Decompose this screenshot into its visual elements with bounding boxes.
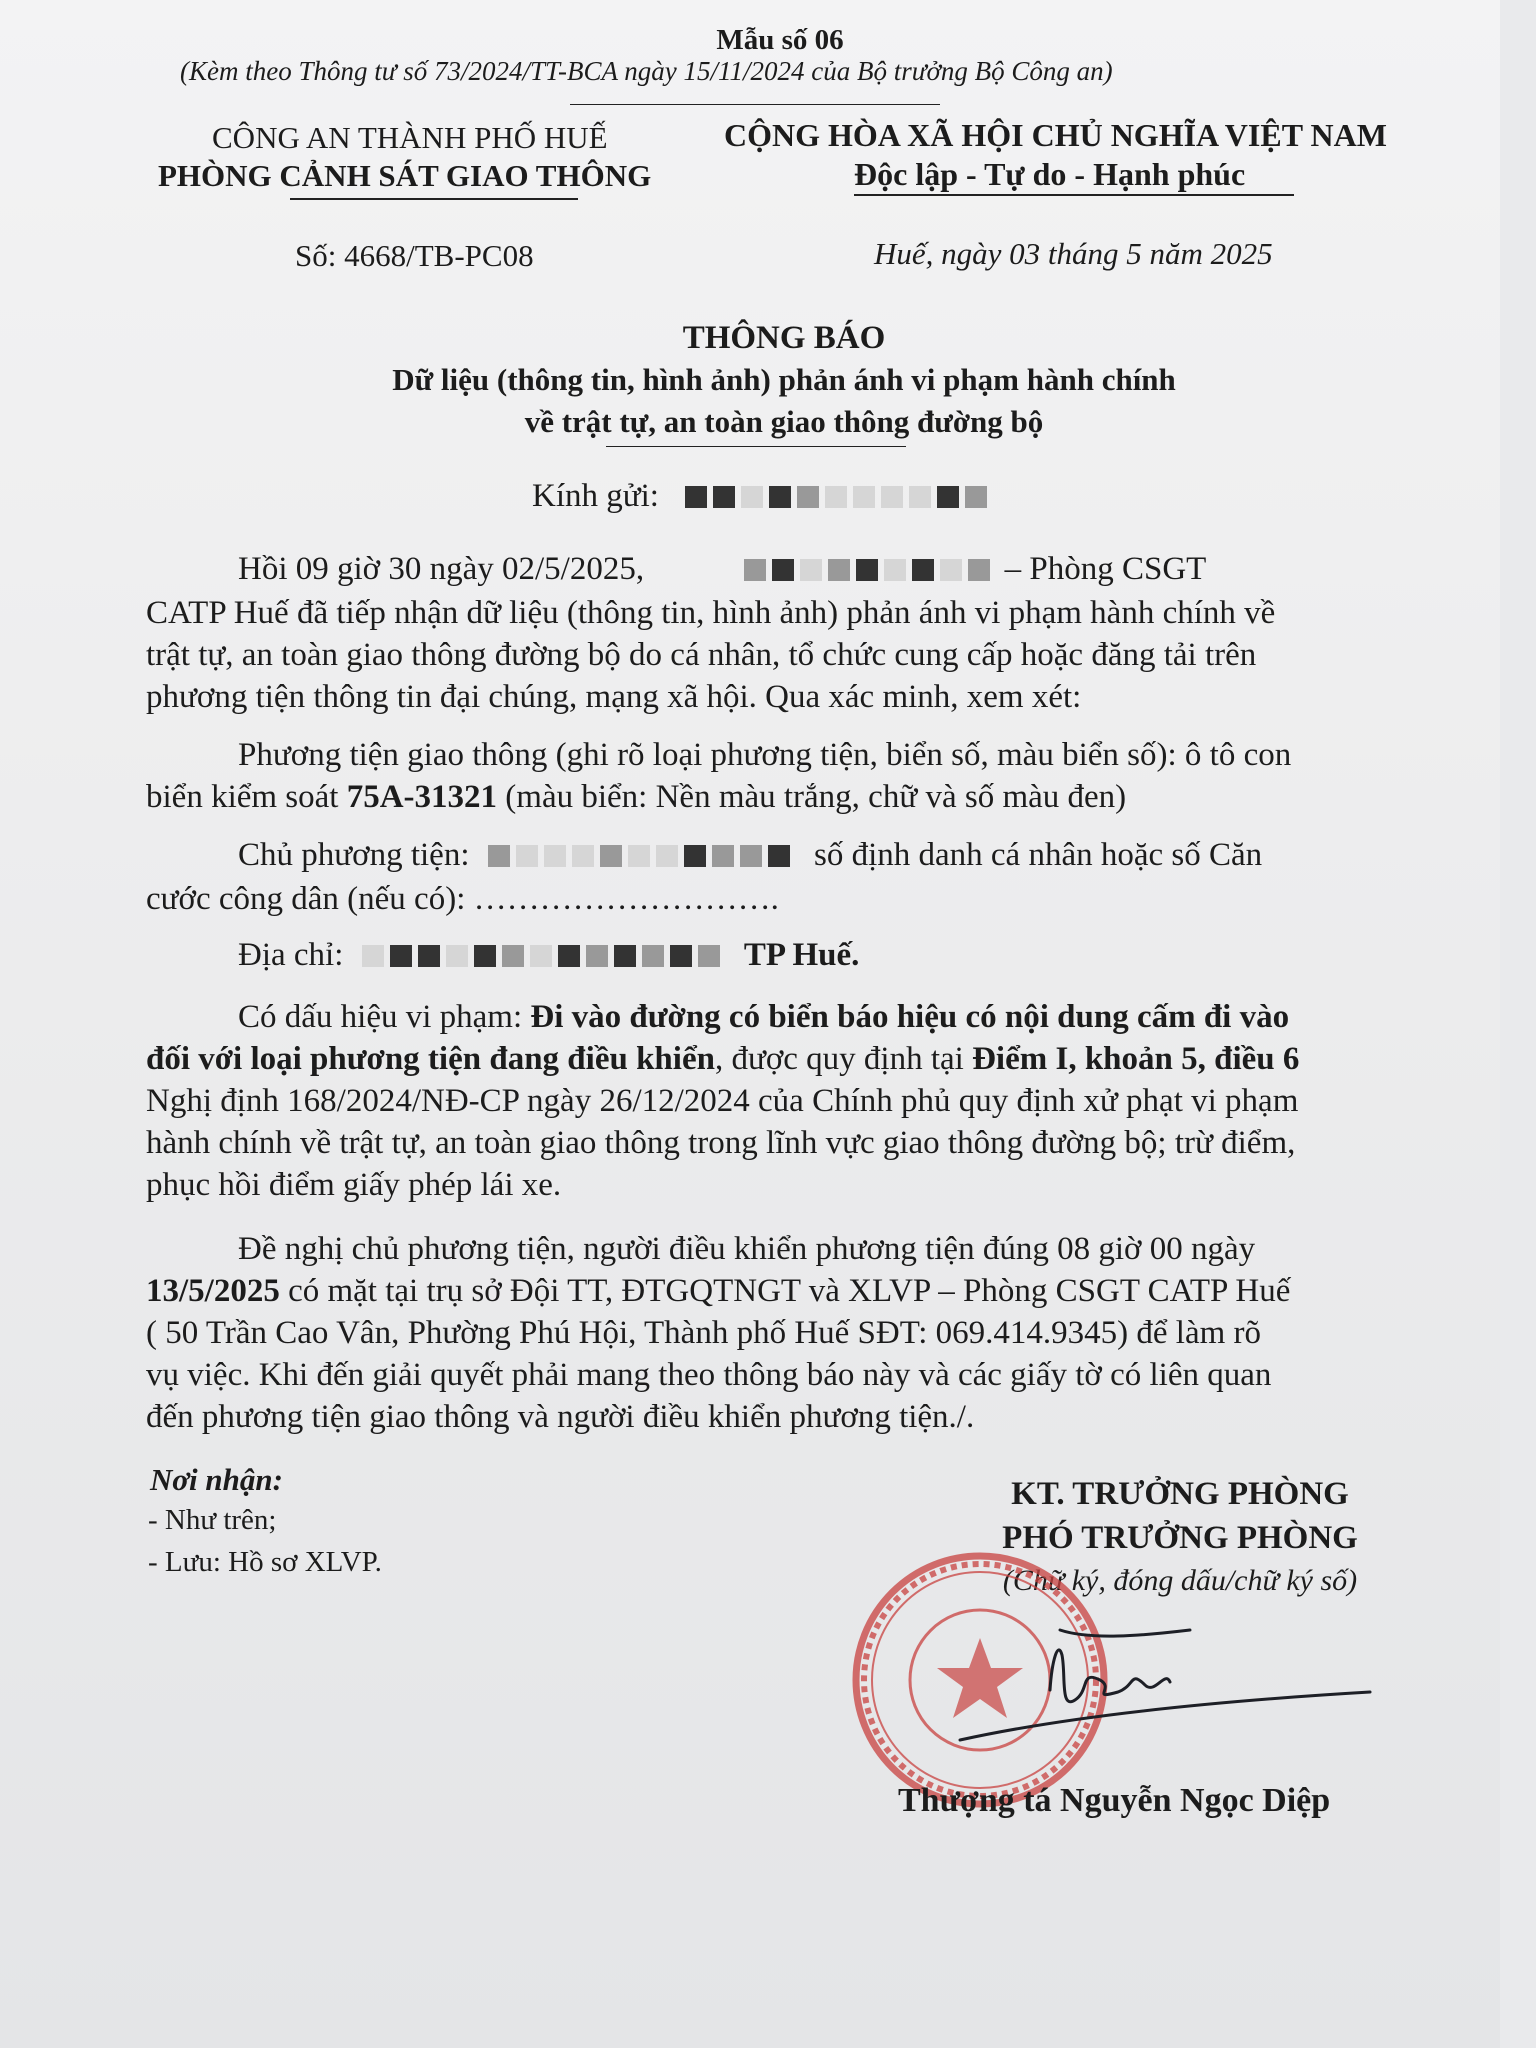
- request-line-3: ( 50 Trần Cao Vân, Phường Phú Hội, Thành phố Huế SĐT: 069.414.9345) để làm rõ: [146, 1315, 1262, 1351]
- license-plate: 75A-31321: [346, 779, 498, 815]
- recipients-heading: Nơi nhận:: [150, 1462, 283, 1497]
- owner-label: Chủ phương tiện:: [238, 837, 470, 873]
- redacted-recipient: [685, 480, 993, 517]
- agency-parent: CÔNG AN THÀNH PHỐ HUẾ: [212, 120, 608, 155]
- receipt-line-4: phương tiện thông tin đại chúng, mạng xã hội. Qua xác minh, xem xét:: [146, 679, 1082, 716]
- plate-color: (màu biển: Nền màu trắng, chữ và số màu đen): [497, 779, 1127, 815]
- violation-line-3: Nghị định 168/2024/NĐ-CP ngày 26/12/2024 của Chính phủ quy định xử phạt vi phạm: [146, 1083, 1299, 1119]
- vehicle-plate-label: biển kiểm soát: [146, 779, 347, 815]
- violation-desc-2: đối với loại phương tiện đang điều khiển: [146, 1041, 715, 1077]
- request-line-5: đến phương tiện giao thông và người điều khiển phương tiện./.: [146, 1399, 975, 1435]
- receipt-end: – Phòng CSGT: [1004, 551, 1207, 587]
- receipt-line-3: trật tự, an toàn giao thông đường bộ do cá nhân, tổ chức cung cấp hoặc đăng tải trên: [146, 637, 1257, 674]
- violation-line-4: hành chính về trật tự, an toàn giao thông trong lĩnh vực giao thông đường bộ; trừ điểm,: [146, 1125, 1296, 1161]
- notice-subtitle-2: về trật tự, an toàn giao thông đường bộ: [524, 404, 1044, 439]
- address-city: TP Huế.: [743, 937, 860, 973]
- address-label: Địa chỉ:: [238, 937, 344, 973]
- paragraph-address: [146, 934, 1442, 978]
- national-motto: Độc lập - Tự do - Hạnh phúc: [854, 156, 1246, 192]
- document-date: Huế, ngày 03 tháng 5 năm 2025: [874, 236, 1273, 271]
- recipients-item-2: - Lưu: Hồ sơ XLVP.: [148, 1546, 382, 1578]
- paragraph-violation: [146, 996, 1442, 1206]
- owner-id-line: cước công dân (nếu có): ……………………….: [146, 881, 779, 918]
- signature-title-1: KT. TRƯỞNG PHÒNG: [1011, 1476, 1349, 1512]
- handwritten-signature: [940, 1600, 1380, 1760]
- redacted-owner: [488, 836, 796, 878]
- paragraph-owner: [146, 834, 1442, 920]
- violation-ref-label: , được quy định tại: [714, 1041, 973, 1077]
- paragraph-vehicle: [146, 734, 1442, 818]
- vehicle-line-1: Phương tiện giao thông (ghi rõ loại phương tiện, biển số, màu biển số): ô tô con: [238, 737, 1292, 773]
- appointment-date: 13/5/2025: [146, 1273, 280, 1309]
- paragraph-request: [146, 1228, 1442, 1438]
- request-line-2: có mặt tại trụ sở Đội TT, ĐTGQTNGT và XLVP – Phòng CSGT CATP Huế: [279, 1273, 1291, 1309]
- signatory-name: Thượng tá Nguyễn Ngọc Diệp: [898, 1782, 1331, 1819]
- form-divider: [570, 104, 940, 105]
- recipients-item-1: - Như trên;: [148, 1504, 277, 1536]
- recipient-line: [532, 478, 993, 517]
- signature-title-2: PHÓ TRƯỞNG PHÒNG: [1002, 1520, 1358, 1556]
- notice-title: THÔNG BÁO: [682, 320, 886, 356]
- agency-name: PHÒNG CẢNH SÁT GIAO THÔNG: [158, 158, 652, 193]
- redacted-unit: [652, 550, 996, 592]
- violation-label: Có dấu hiệu vi phạm:: [238, 999, 531, 1035]
- receipt-start: Hồi 09 giờ 30 ngày 02/5/2025,: [238, 551, 645, 587]
- national-title: CỘNG HÒA XÃ HỘI CHỦ NGHĨA VIỆT NAM: [724, 117, 1387, 153]
- receipt-line-2: CATP Huế đã tiếp nhận dữ liệu (thông tin, hình ảnh) phản ánh vi phạm hành chính về: [146, 595, 1276, 632]
- signature-note: (Chữ ký, đóng dấu/chữ ký số): [1002, 1564, 1358, 1597]
- request-line-1: Đề nghị chủ phương tiện, người điều khiển phương tiện đúng 08 giờ 00 ngày: [238, 1231, 1256, 1267]
- title-underline: [606, 446, 906, 447]
- agency-underline: [290, 198, 578, 200]
- violation-clause: Điểm I, khoản 5, điều 6: [972, 1041, 1300, 1077]
- next-page-edge: [1500, 0, 1536, 2048]
- motto-underline: [854, 194, 1294, 196]
- violation-line-5: phục hồi điểm giấy phép lái xe.: [146, 1167, 562, 1203]
- form-number: Mẫu số 06: [716, 24, 844, 56]
- document-number: Số: 4668/TB-PC08: [295, 238, 534, 273]
- form-reference: (Kèm theo Thông tư số 73/2024/TT-BCA ngày 15/11/2024 của Bộ trưởng Bộ Công an): [180, 56, 1113, 86]
- paragraph-receipt: [146, 548, 1442, 718]
- notice-subtitle-1: Dữ liệu (thông tin, hình ảnh) phản ánh vi phạm hành chính: [392, 362, 1176, 397]
- owner-id-label: số định danh cá nhân hoặc số Căn: [814, 837, 1263, 873]
- request-line-4: vụ việc. Khi đến giải quyết phải mang theo thông báo này và các giấy tờ có liên quan: [146, 1357, 1272, 1393]
- violation-desc-1: Đi vào đường có biển báo hiệu có nội dung cấm đi vào: [530, 999, 1290, 1035]
- redacted-address: [362, 936, 726, 978]
- recipient-label: Kính gửi:: [532, 478, 659, 514]
